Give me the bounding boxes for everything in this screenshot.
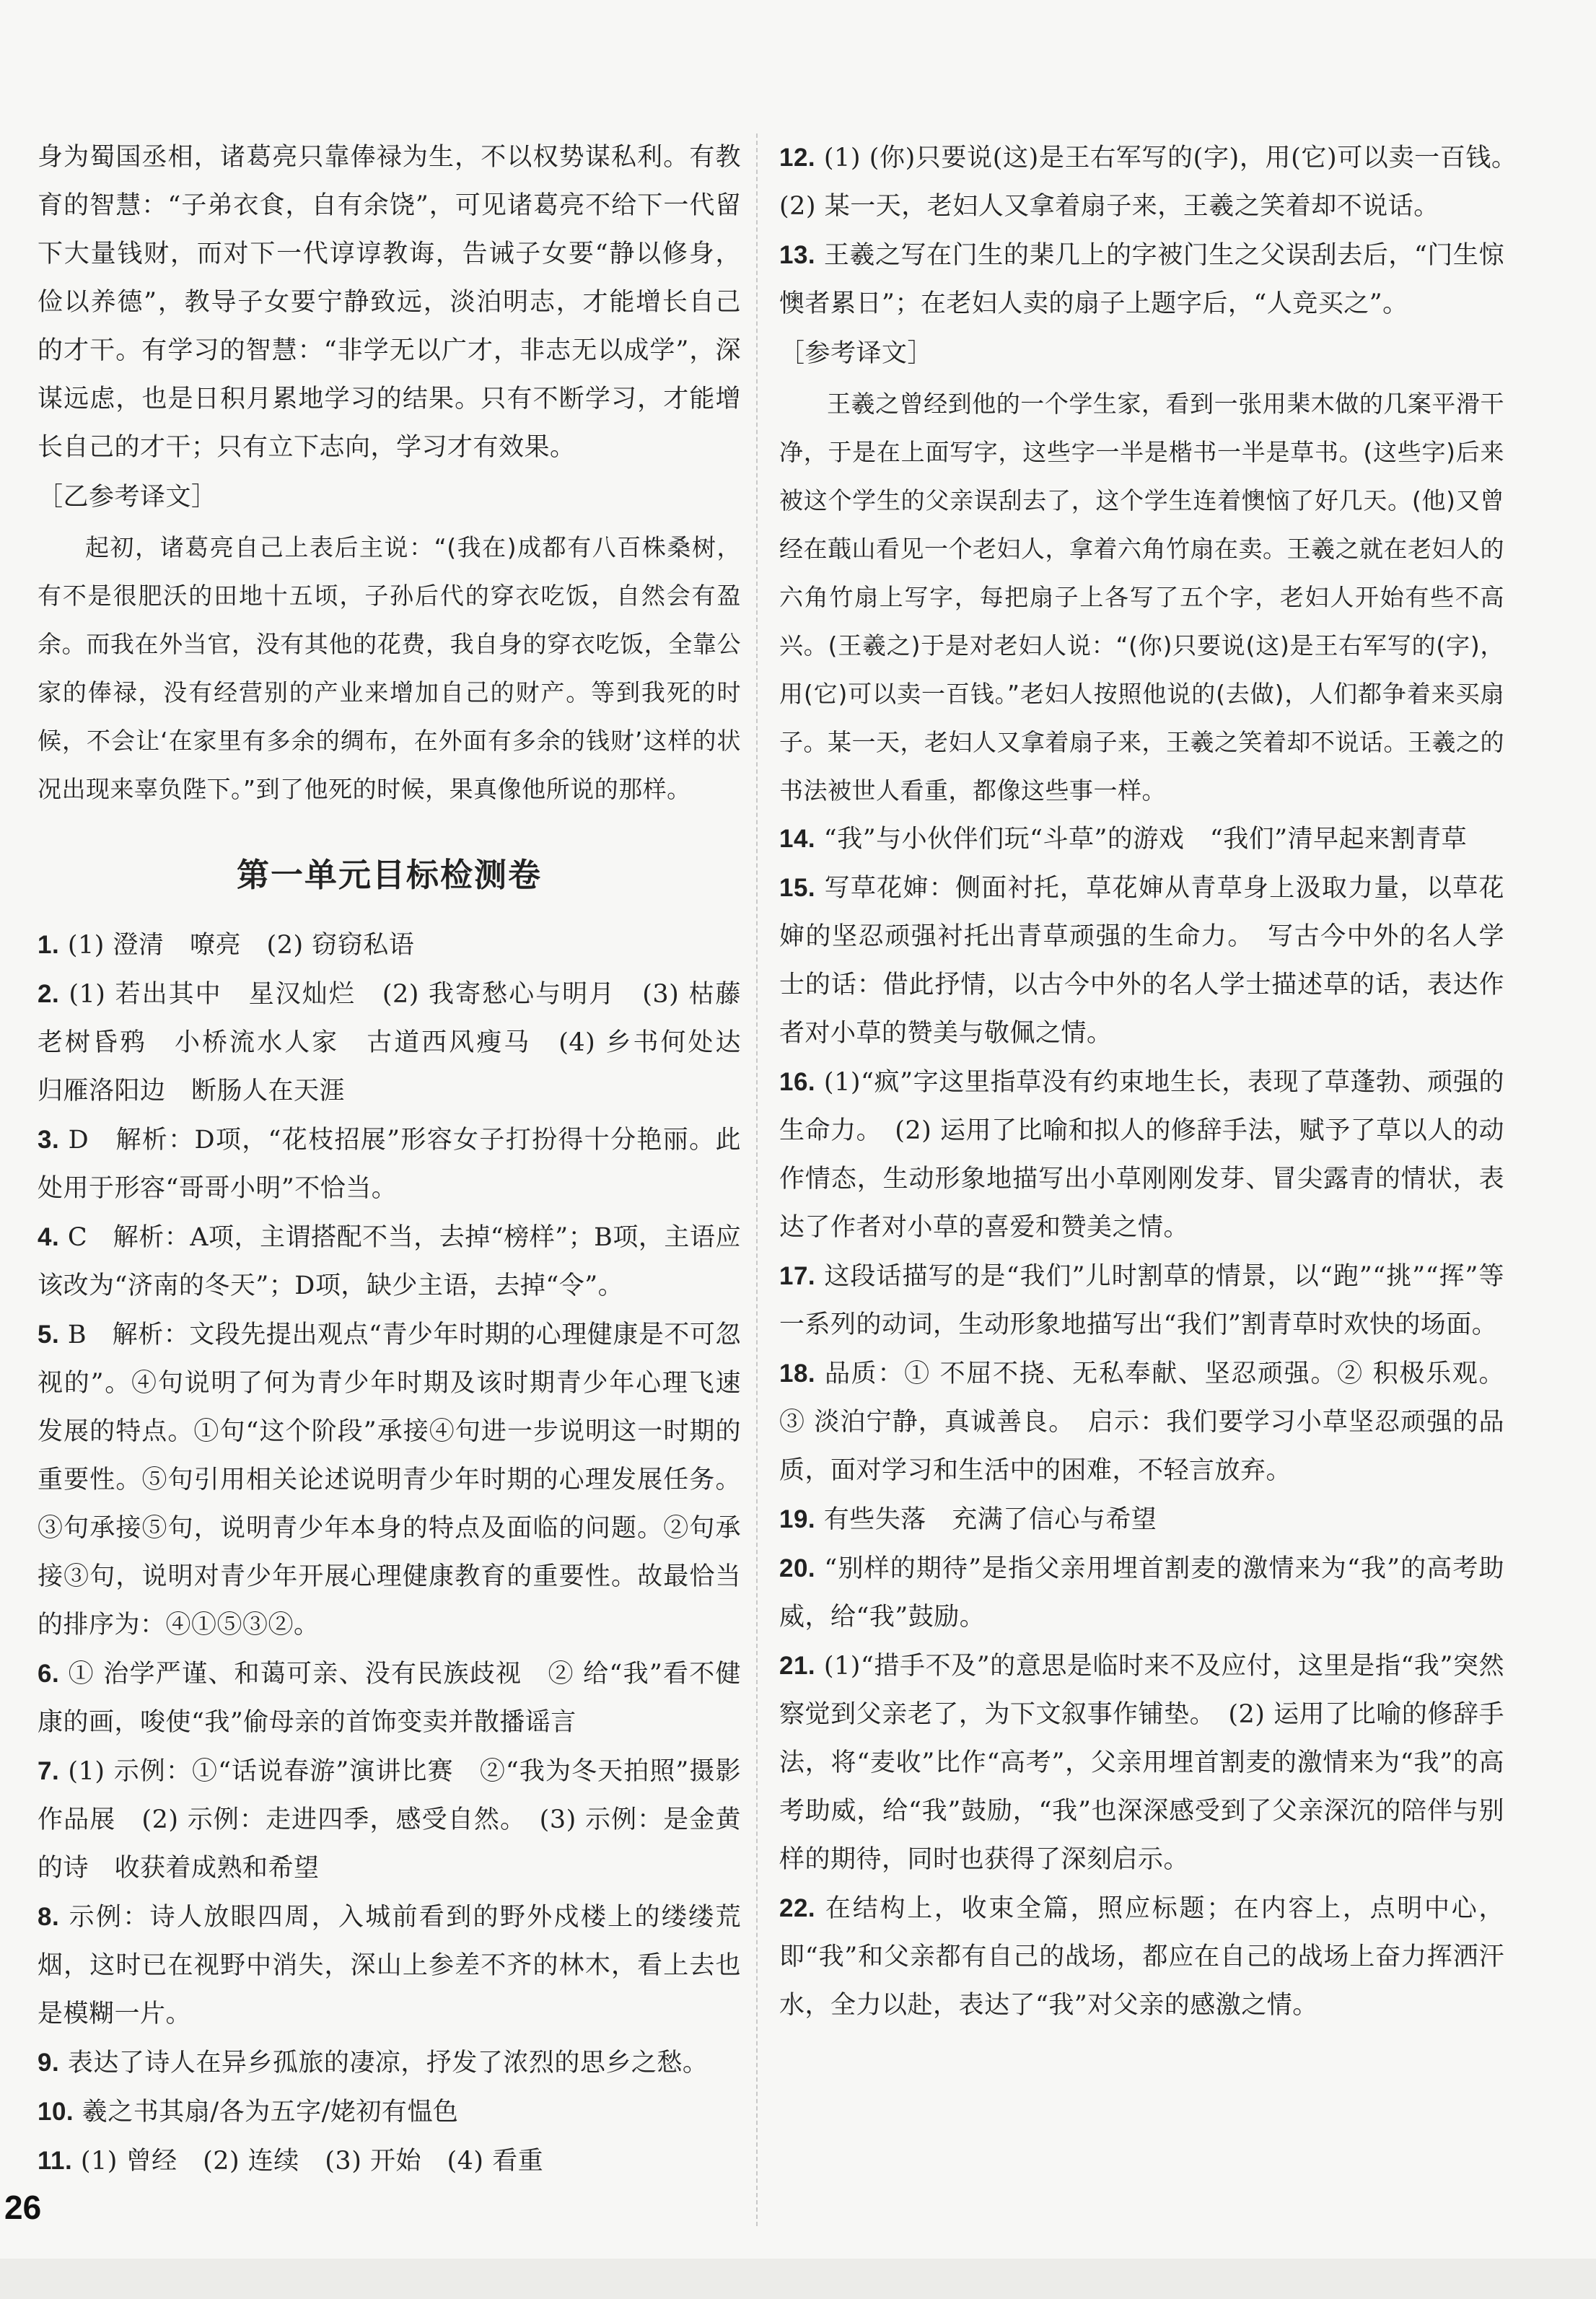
translation-text-yi: 起初，诸葛亮自己上表后主说：“(我在)成都有八百株桑树，有不是很肥沃的田地十五顷，子孙后代的穿衣吃饭，自然会有盈余。而我在外当官，没有其他的花费，我自身的穿衣吃饭，全靠公家的俸禄，没有经营别的产业来增加自己的财产。等到我死的时候，不会让‘在家里有多余的绸布，在外面有多余的钱财’这样的状况出现来辜负陛下。”到了他死的时候，果真像他所说的那样。	[38, 533, 741, 803]
answer-text: (1) (你)只要说(这)是王右军写的(字)，用(它)可以卖一百钱。 (2) 某一天，老妇人又拿着扇子来，王羲之笑着却不说话。	[779, 144, 1530, 221]
answer-text: ① 治学严谨、和蔼可亲、没有民族歧视 ② 给“我”看不健康的画，唆使“我”偷母亲的首饰变卖并散播谣言	[38, 1660, 741, 1737]
answer-number: 11.	[38, 2147, 73, 2175]
right-answer-list-bottom	[779, 815, 1504, 2030]
translation-text: 王羲之曾经到他的一个学生家，看到一张用棐木做的几案平滑干净，于是在上面写字，这些字一半是楷书一半是草书。(这些字)后来被这个学生的父亲误刮去了，这个学生连着懊恼了好几天。(他)又曾经在蕺山看见一个老妇人，拿着六角竹扇在卖。王羲之就在老妇人的六角竹扇上写字，每把扇子上各写了五个字，老妇人开始有些不高兴。(王羲之)于是对老妇人说：“(你)只要说(这)是王右军写的(字)，用(它)可以卖一百钱。”老妇人按照他说的(去做)，人们都争着来买扇子。某一天，老妇人又拿着扇子来，王羲之笑着却不说话。王羲之的书法被世人看重，都像这些事一样。	[779, 390, 1504, 805]
answer-item	[779, 1884, 1504, 2030]
answer-text: 有些失落 充满了信心与希望	[823, 1505, 1157, 1534]
answer-item	[779, 1495, 1504, 1544]
translation-heading: ［参考译文］	[779, 339, 934, 368]
answer-item	[38, 2039, 741, 2088]
answer-number: 5.	[38, 1321, 60, 1349]
answer-item	[38, 1310, 741, 1650]
answer-item	[779, 864, 1504, 1058]
answer-text: 在结构上，收束全篇，照应标题；在内容上，点明中心，即“我”和父亲都有自己的战场，都应在自己的战场上奋力挥洒汗水，全力以赴，表达了“我”对父亲的感激之情。	[779, 1894, 1504, 2020]
answer-text: D 解析：D项，“花枝招展”形容女子打扮得十分艳丽。此处用于形容“哥哥小明”不恰当。	[38, 1126, 741, 1203]
answer-text: “我”与小伙伴们玩“斗草”的游戏 “我们”清早起来割青草	[823, 825, 1468, 854]
answer-item	[38, 1747, 741, 1893]
answer-number: 15.	[779, 874, 816, 902]
answer-text: (1) 若出其中 星汉灿烂 (2) 我寄愁心与明月 (3) 枯藤老树昏鸦 小桥流水人家 古道西风瘦马 (4) 乡书何处达 归雁洛阳边 断肠人在天涯	[38, 980, 767, 1105]
answer-number: 14.	[779, 825, 816, 853]
left-top-paragraph: 身为蜀国丞相，诸葛亮只靠俸禄为生，不以权势谋私利。有教育的智慧：“子弟衣食，自有余饶”，可见诸葛亮不给下一代留下大量钱财，而对下一代谆谆教诲，告诫子女要“静以修身，俭以养德”，教导子女要宁静致远，淡泊明志，才能增长自己的才干。有学习的智慧：“非学无以广才，非志无以成学”，深谋远虑，也是日积月累地学习的结果。只有不断学习，才能增长自己的才干；只有立下志向，学习才有效果。	[38, 143, 741, 462]
left-answer-list	[38, 921, 767, 2186]
answer-text: 羲之书其扇/各为五字/姥初有愠色	[82, 2098, 459, 2127]
answer-item	[779, 815, 1504, 864]
page-number: 26	[4, 2189, 42, 2226]
answer-item	[38, 2088, 741, 2137]
answer-text: (1) 曾经 (2) 连续 (3) 开始 (4) 看重	[80, 2147, 544, 2176]
answer-text: 表达了诗人在异乡孤旅的凄凉，抒发了浓烈的思乡之愁。	[67, 2049, 709, 2077]
answer-text: 品质：① 不屈不挠、无私奉献、坚忍顽强。② 积极乐观。③ 淡泊宁静，真诚善良。 启示：我们要学习小草坚忍顽强的品质，面对学习和生活中的困难，不轻言放弃。	[779, 1359, 1504, 1485]
answer-item	[779, 133, 1530, 231]
answer-item	[38, 1213, 741, 1310]
answer-item	[779, 1544, 1504, 1642]
answer-number: 19.	[779, 1505, 816, 1533]
column-divider	[756, 133, 758, 2226]
answer-number: 13.	[779, 241, 816, 269]
answer-number: 8.	[38, 1903, 60, 1931]
answer-text: 示例：诗人放眼四周，入城前看到的野外戍楼上的缕缕荒烟，这时已在视野中消失，深山上参差不齐的林木，看上去也是模糊一片。	[38, 1903, 741, 2028]
answer-item	[779, 231, 1504, 328]
answer-number: 3.	[38, 1126, 60, 1154]
answer-number: 21.	[779, 1652, 816, 1680]
answer-text: “别样的期待”是指父亲用埋首割麦的激情来为“我”的高考助威，给“我”鼓励。	[779, 1554, 1504, 1632]
answer-item	[38, 2137, 741, 2186]
answer-number: 18.	[779, 1359, 816, 1388]
answer-number: 17.	[779, 1262, 816, 1290]
page-bottom-shade	[0, 2259, 1596, 2299]
answer-number: 10.	[38, 2098, 74, 2126]
answer-number: 20.	[779, 1554, 816, 1582]
answer-item	[38, 1893, 741, 2039]
answer-item	[38, 970, 767, 1116]
answer-text: 写草花婶：侧面衬托，草花婶从青草身上汲取力量，以草花婶的坚忍顽强衬托出青草顽强的生命力。 写古今中外的名人学士的话：借此抒情，以古今中外的名人学士描述草的话，表达作者对小草的赞美与敬佩之情。	[779, 874, 1504, 1048]
answer-text: (1) 示例：①“话说春游”演讲比赛 ②“我为冬天拍照”摄影作品展 (2) 示例：走进四季，感受自然。 (3) 示例：是金黄的诗 收获着成熟和希望	[38, 1757, 741, 1883]
answer-number: 1.	[38, 931, 60, 959]
section-title: 第一单元目标检测卷	[236, 856, 542, 894]
answer-number: 16.	[779, 1068, 816, 1096]
answer-number: 2.	[38, 980, 60, 1008]
left-column	[38, 133, 767, 2186]
right-answer-list-top	[779, 133, 1530, 328]
answer-item	[779, 1058, 1504, 1252]
answer-text: B 解析：文段先提出观点“青少年时期的心理健康是不可忽视的”。④句说明了何为青少年时期及该时期青少年心理飞速发展的特点。①句“这个阶段”承接④句进一步说明这一时期的重要性。⑤句引用相关论述说明青少年时期的心理发展任务。③句承接⑤句，说明青少年本身的特点及面临的问题。②句承接③句，说明对青少年开展心理健康教育的重要性。故最恰当的排序为：④①⑤③②。	[38, 1321, 741, 1639]
answer-text: 这段话描写的是“我们”儿时割草的情景，以“跑”“挑”“挥”等一系列的动词，生动形象地描写出“我们”割青草时欢快的场面。	[779, 1262, 1504, 1339]
answer-number: 12.	[779, 144, 816, 172]
answer-text: (1)“措手不及”的意思是临时来不及应付，这里是指“我”突然察觉到父亲老了，为下文叙事作铺垫。 (2) 运用了比喻的修辞手法，将“麦收”比作“高考”，父亲用埋首割麦的激情来为“我”的高考助威，给“我”鼓励，“我”也深深感受到了父亲深沉的陪伴与别样的期待，同时也获得了深刻启示。	[779, 1652, 1504, 1874]
answer-number: 9.	[38, 2049, 60, 2077]
answer-item	[38, 1650, 741, 1747]
answer-item	[779, 1642, 1504, 1884]
answer-text: (1)“疯”字这里指草没有约束地生长，表现了草蓬勃、顽强的生命力。 (2) 运用了比喻和拟人的修辞手法，赋予了草以人的动作情态，生动形象地描写出小草刚刚发芽、冒尖露青的情状，表达了作者对小草的喜爱和赞美之情。	[779, 1068, 1504, 1242]
answer-text: (1) 澄清 嘹亮 (2) 窃窃私语	[67, 931, 415, 960]
answer-number: 7.	[38, 1757, 60, 1785]
answer-number: 6.	[38, 1660, 60, 1688]
translation-heading-yi: ［乙参考译文］	[38, 483, 217, 512]
answer-text: C 解析：A项，主谓搭配不当，去掉“榜样”；B项，主语应该改为“济南的冬天”；D项，缺少主语，去掉“令”。	[38, 1223, 741, 1300]
answer-number: 4.	[38, 1223, 60, 1251]
answer-item	[779, 1252, 1504, 1349]
right-column	[779, 133, 1530, 2030]
answer-item	[38, 921, 741, 970]
answer-text: 王羲之写在门生的棐几上的字被门生之父误刮去后，“门生惊懊者累日”；在老妇人卖的扇子上题字后，“人竞买之”。	[779, 241, 1504, 318]
answer-item	[38, 1116, 741, 1213]
answer-item	[779, 1349, 1504, 1495]
answer-number: 22.	[779, 1894, 816, 1922]
